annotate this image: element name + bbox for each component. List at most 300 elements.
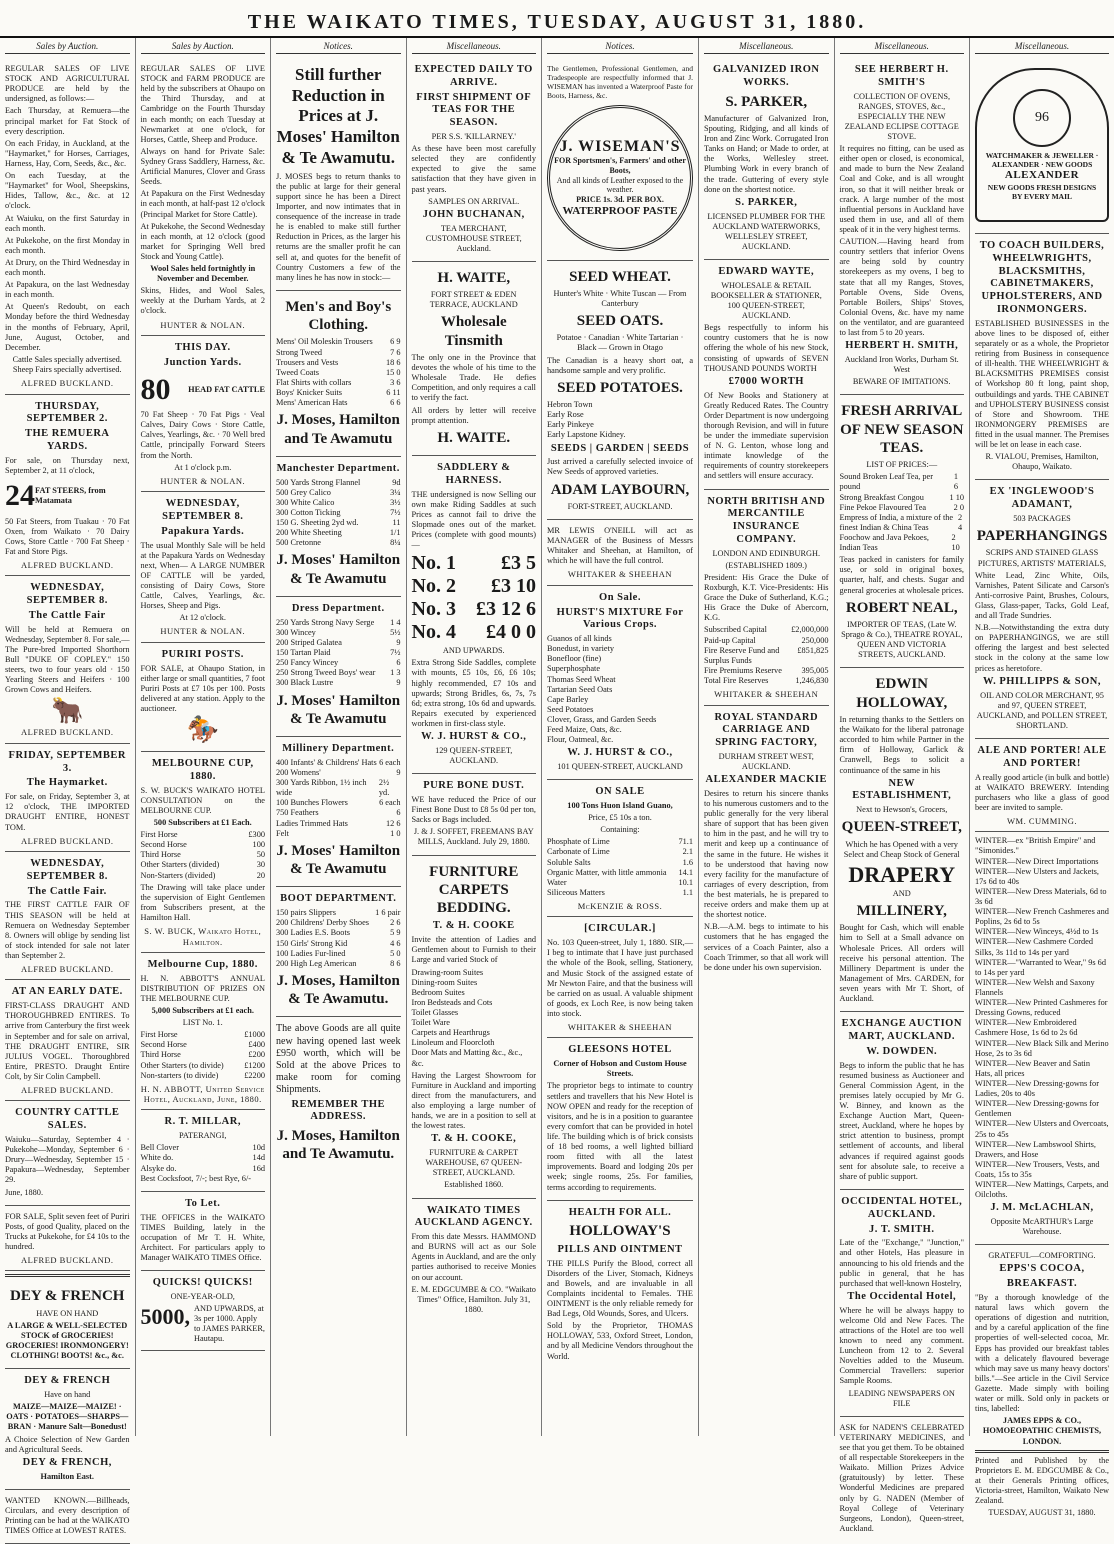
ad-big-number: 5000, xyxy=(140,1304,190,1330)
signature: ROBERT NEAL, xyxy=(845,599,958,616)
ale-porter-ad xyxy=(975,739,1109,832)
item-label: Felt xyxy=(276,828,289,838)
column-heading: Miscellaneous. xyxy=(704,41,829,54)
signature: HUNTER & NOLAN. xyxy=(160,475,246,486)
ad-heading: Junction Yards. xyxy=(163,356,242,368)
signature: W. PHILLIPPS & SON, xyxy=(983,675,1101,687)
item-value: 4 6 xyxy=(390,938,401,948)
ad-text: The Gentlemen, Professional Gentlemen, and Tradespeople are respectfully informed that J. WISEMAN has invented a Waterproof Paste for Boots, Harness, &c. xyxy=(547,63,693,101)
ad-heading: SADDLERY & HARNESS. xyxy=(437,462,511,486)
ad-heading: The Occidental Hotel, xyxy=(847,1290,957,1302)
item-value: 18 6 xyxy=(385,357,401,367)
list-item: Bonefloor (fine) xyxy=(547,654,602,664)
ad-heading: To Let. xyxy=(185,1197,221,1209)
moses-reduction-ad xyxy=(276,58,401,291)
ad-text: At Papakura, on the last Wednesday in each month. xyxy=(5,280,130,300)
item-value: 2 4 xyxy=(958,512,963,532)
price-row xyxy=(276,618,401,628)
clock-emblem xyxy=(975,68,1109,222)
saddlery-ad xyxy=(412,456,537,774)
column-8 xyxy=(970,38,1114,1518)
item-value: 6 11 xyxy=(386,387,401,397)
ad-text: OIL AND COLOR MERCHANT, 95 and 97, QUEEN STREET, AUCKLAND, and POLLEN STREET, SHORTLAND. xyxy=(976,690,1108,730)
list-item: WINTER—New Black Silk and Merino Hose, 2s to 3s 6d xyxy=(975,1038,1109,1058)
item-value: 6 each xyxy=(379,798,401,808)
ad-heading: ON SALE xyxy=(595,786,645,798)
ad-heading: FURNITURE CARPETS BEDDING. xyxy=(429,863,519,917)
column-heading: Notices. xyxy=(547,41,693,54)
potato-list xyxy=(547,400,693,440)
moses-dress-ad xyxy=(276,597,401,737)
item-value: 3¼ xyxy=(390,487,401,497)
quicks-ad xyxy=(141,1271,266,1350)
ad-heading: DEY & FRENCH xyxy=(10,1288,125,1305)
ad-text: DURHAM STREET WEST, AUCKLAND. xyxy=(718,751,814,771)
ad-text: Corner of Hobson and Custom House Streets. xyxy=(553,1059,687,1079)
signature: H. WAITE. xyxy=(437,429,511,446)
wanted-known-ad xyxy=(5,1490,130,1544)
ad-text: Just arrived a carefully selected invoice of New Seeds of approved varieties. xyxy=(547,457,693,477)
item-label: 250 Yards Strong Navy Serge xyxy=(276,617,375,627)
royal-carriage-ad xyxy=(704,706,829,980)
item-label: 150 pairs Slippers xyxy=(276,908,336,918)
ad-heading: J. T. SMITH. xyxy=(869,1223,935,1235)
price-row xyxy=(276,819,401,829)
ad-text: LICENSED PLUMBER FOR THE AUCKLAND WATERWORKS, WELLESLEY STREET, AUCKLAND. xyxy=(707,211,826,251)
list-item: Door Mats and Matting &c., &c., &c. xyxy=(411,1048,523,1068)
ad-text: Established 1860. xyxy=(444,1180,504,1190)
price-row xyxy=(276,518,401,528)
item-value: 2.1 xyxy=(682,847,693,857)
capital-row xyxy=(704,636,829,646)
ad-heading: SEED WHEAT. xyxy=(569,268,671,285)
signature: W. J. HURST & CO., xyxy=(567,747,673,759)
prize-row xyxy=(141,1061,266,1071)
list-item: WINTER—New Beaver and Satin Hats, all prices xyxy=(975,1058,1090,1078)
price-list xyxy=(276,337,401,408)
item-label: Sound Broken Leaf Tea, per pound xyxy=(839,472,933,492)
list-item: WINTER—New Dress Materials, 6d to 3s 6d xyxy=(975,886,1107,906)
buchanan-teas-ad xyxy=(412,58,537,262)
list-item: Carpets and Hearthrugs xyxy=(411,1028,490,1038)
ad-text: Where he will be always happy to welcome Old and New Faces. The attractions of the Hotel are too well known to need any comment. Luncheon from 12 to 2. Several Novelties added to the Museum. Commercial Travellers: superior Sample Rooms. xyxy=(839,1305,964,1386)
price-row xyxy=(276,498,401,508)
ad-heading: EXPECTED DAILY TO ARRIVE. xyxy=(414,63,533,88)
ad-text: Begs respectfully to inform his country customers that he is now offering the whole of his new Stock, consisting of upwards of SEVEN THOUSAND POUNDS WORTH xyxy=(704,323,829,373)
neal-teas-ad xyxy=(840,395,965,668)
column-heading: Miscellaneous. xyxy=(840,41,965,54)
item-value: £3 12 6 xyxy=(476,598,536,621)
column-5 xyxy=(542,38,699,1436)
puriri-posts-ad xyxy=(5,1206,130,1272)
ad-text: In returning thanks to the Settlers on the Waikato for the liberal patronage accorded to him while Partner in the firm of Holloway, Garlick & Cranwell, Begs to solicit a continuance of the same in his xyxy=(839,714,964,775)
clock-number: 96 xyxy=(1035,110,1049,126)
ad-text: For sale, on Friday, September 3, at 12 o'clock, THE IMPORTED DRAUGHT ENTIRE, HONEST TOM. xyxy=(5,792,130,832)
ad-date: WEDNESDAY, SEPTEMBER 8. xyxy=(26,858,108,882)
dowden-auction-ad xyxy=(840,1012,965,1190)
item-label: Boys' Knicker Suits xyxy=(276,387,343,397)
ad-text: AND UPWARDS, at 3s per 1000. Apply to JAMES PARKER, Hautapu. xyxy=(194,1304,265,1344)
item-label: 750 Feathers xyxy=(276,808,319,818)
item-value: 7½ xyxy=(390,507,401,517)
ad-text: White Lead, Zinc White, Oils, Varnishes, Patent Silicate and Carson's Anti-corrosive Paint, Brushes, Colours, Glass, Glass-paper, Tacks, Gold Leaf, and all Trade Sundries. xyxy=(975,570,1109,621)
wiseman-paste-ad xyxy=(547,58,693,261)
item-value: £1200 xyxy=(244,1060,265,1070)
seal-brand: J. WISEMAN'S xyxy=(559,137,681,155)
ad-heading: GLEESONS HOTEL xyxy=(568,1044,672,1056)
item-value: 9 xyxy=(396,678,401,688)
smith-stoves-ad xyxy=(840,58,965,395)
ad-heading: QUICKS! QUICKS! xyxy=(152,1277,253,1289)
signature: WM. CUMMING. xyxy=(1007,815,1077,826)
list-item: WINTER—New French Cashmeres and Poplins, 2s 6d to 5s xyxy=(975,907,1109,927)
ad-heading: Papakura Yards. xyxy=(161,525,245,537)
ad-text: PATERANGI, xyxy=(179,1131,227,1141)
price-row xyxy=(276,678,401,688)
masthead-title: THE WAIKATO TIMES, TUESDAY, AUGUST 31, 1880. xyxy=(247,11,867,33)
item-value: 10.1 xyxy=(678,877,693,887)
ad-text: Late of the "Exchange," "Junction," and other Hotels, Has pleasure in announcing to his old friends and the public in general, that he has purchased that well-known Hostelry, xyxy=(839,1238,964,1288)
item-value: 395,005 xyxy=(801,665,829,675)
item-label: No. 1 xyxy=(411,552,456,575)
list-item: WINTER—New Printed Cashmeres for Dressing Gowns, reduced xyxy=(975,998,1108,1018)
item-value: 9 xyxy=(396,637,401,647)
holloway-drapery-ad xyxy=(840,668,965,1012)
signature: ALFRED BUCKLAND. xyxy=(20,1255,114,1266)
price-row xyxy=(840,513,965,533)
ad-text: GRATEFUL—COMFORTING. xyxy=(988,1251,1096,1261)
millar-seeds-ad xyxy=(141,1110,266,1191)
ad-text: AND UPWARDS. xyxy=(442,646,505,656)
item-value: 15 0 xyxy=(385,367,401,377)
ad-text: H. N. ABBOTT'S ANNUAL DISTRIBUTION OF PRIZES ON THE MELBOURNE CUP. xyxy=(140,973,265,1003)
signature: J. Moses' Hamilton & Te Awamutu xyxy=(276,842,401,878)
ad-text: FOR SALE, Split seven feet of Puriri Posts, of good Quality, placed on the Trucks at Pukekohe, for £4 10s to the hundred. xyxy=(5,1211,130,1252)
ad-heading: £7000 WORTH xyxy=(728,375,804,387)
ad-text: Next to Hewson's, Grocers, xyxy=(856,805,948,815)
ad-text: E. M. EDGCUMBE & CO. "Waikato Times" Office, Hamilton. July 31, 1880. xyxy=(411,1284,536,1314)
list-item: Early Pinkeye xyxy=(547,420,594,430)
list-item: WINTER—New Dressing-gowns for Gentlemen xyxy=(975,1099,1099,1119)
item-label: 500 Grey Calico xyxy=(276,487,331,497)
ad-text: FURNITURE & CARPET WAREHOUSE, 67 QUEEN-STREET, AUCKLAND. xyxy=(425,1148,523,1178)
item-label: Foochow and Java Pekoes, Indian Teas xyxy=(839,532,929,553)
ad-text: Each Thursday, at Remuera—the principal market for Fat Stock of every description. xyxy=(5,106,130,136)
imprint-text: Printed and Published by the Proprietors E. M. EDGCUMBE & Co., at their Generals Printing offices, Victoria-street, Hamilton, Waikato New Zealand. xyxy=(975,1455,1109,1506)
item-label: 300 Ladies E.S. Boots xyxy=(276,928,350,938)
item-label: 300 Yards Ribbon, 1½ inch wide xyxy=(276,778,367,798)
list-item: Hebron Town xyxy=(547,400,593,410)
price-row xyxy=(276,388,401,398)
item-value: 9d xyxy=(392,477,401,487)
dey-french-ad xyxy=(5,1280,130,1369)
ad-text: JAMES EPPS & CO., HOMOEOPATHIC CHEMISTS, LONDON. xyxy=(982,1416,1102,1446)
price-row xyxy=(276,808,401,818)
item-label: Alsyke do. xyxy=(140,1163,177,1173)
ad-text: R. VIALOU, Premises, Hamilton, Ohaupo, Waikato. xyxy=(985,452,1099,472)
list-item: Drawing-room Suites xyxy=(411,967,484,977)
clock-dial-icon xyxy=(1013,89,1071,147)
price-row xyxy=(276,358,401,368)
item-value: 1 6 xyxy=(953,472,958,492)
price-row xyxy=(276,829,401,839)
item-label: Third Horse xyxy=(140,1050,181,1060)
list-item: WINTER—New Embroidered Cashmere Hose, 1s 6d to 2s 6d xyxy=(975,1018,1078,1038)
papakura-yards-ad xyxy=(141,492,266,643)
horse-race-icon: 🏇 xyxy=(186,715,219,745)
list-item: Guanos of all kinds xyxy=(547,634,612,644)
item-value: £400 xyxy=(248,1040,265,1050)
ad-big-number: 24 xyxy=(5,478,35,512)
remuera-yards-ad xyxy=(5,395,130,577)
ad-text: FAT STEERS, from Matamata xyxy=(35,486,106,506)
ad-heading: HEALTH FOR ALL. xyxy=(568,1206,672,1218)
item-value: £2200 xyxy=(244,1070,265,1080)
seal-text: FOR Sportsmen's, Farmers' and other Boots, xyxy=(554,156,686,175)
list-item: Superphosphate xyxy=(547,664,600,674)
ad-text: The Canadian is a heavy short oat, a handsome sample and very prolific. xyxy=(547,355,693,375)
ad-text: FOR SALE, at Ohaupo Station, in either large or small quantities, 7 foot Puriri Posts at £7 10s per 100. Posts delivered at any station. Apply to the auctioneer. xyxy=(140,663,265,714)
ad-text: Always on hand for Private Sale: Sydney Grass Saddlery, Harness, &c. Artificial Manures, Clover and Grass Seeds. xyxy=(140,146,265,187)
ad-text: It requires no fitting, can be used as either open or closed, is economical, and made to burn the New Zealand Coal and Coke, and is all wrought iron, so that it will neither break or crack. A large number of the most influential persons in Auckland have used them in use, and all of them speak of it in the very highest terms. xyxy=(839,144,964,234)
ad-heading: SEED POTATOES. xyxy=(557,379,683,396)
list-item: WINTER—New Ulsters and Jackets, 17s 6d to 40s xyxy=(975,866,1099,886)
ad-heading: SEE HERBERT H. SMITH'S xyxy=(854,63,949,88)
ad-text: Extra Strong Side Saddles, complete with mounts, £5 10s, £6, £6 10s; highly recommended, £7 10s and upwards; Strong Bridles, 6s, 7s, 7s 6d; extra strong, 10s 6d and upwards. Repairs executed by experienced workmen in first-class style. xyxy=(411,658,536,729)
ad-text: LONDON AND EDINBURGH. xyxy=(712,548,821,558)
puriri-posts-ad xyxy=(141,643,266,752)
item-value: 6 xyxy=(396,808,401,818)
ad-date: THIS DAY. xyxy=(174,341,231,353)
ad-text: Of New Books and Stationery at Greatly Reduced Rates. The Country Order Department is now undergoing thorough Revision, and will in future be under the immediate supervision of N. G. Lenton, whose long and intimate knowledge of the requirements of country storekeepers and settlers will ensure accuracy. xyxy=(704,390,829,481)
ad-text: At 1 o'clock p.m. xyxy=(174,462,232,472)
ad-heading: TO COACH BUILDERS, WHEELWRIGHTS, BLACKSMITHS, CABINETMAKERS, UPHOLSTERERS, AND IRONMONGERS. xyxy=(979,239,1105,315)
price-row xyxy=(276,778,401,798)
imprint-date: TUESDAY, AUGUST 31, 1880. xyxy=(988,1508,1096,1518)
item-label: Subscribed Capital xyxy=(704,625,767,635)
ad-text: 129 QUEEN-STREET, AUCKLAND. xyxy=(435,745,513,766)
ad-heading: EX 'INGLEWOOD'S ADAMANT, xyxy=(989,486,1095,511)
signature: WHITAKER & SHEEHAN xyxy=(567,569,673,580)
list-item: WINTER—New Lambswool Shirts, Drawers, and Hose xyxy=(975,1139,1096,1159)
item-label: 250 Strong Tweed Boys' wear xyxy=(276,668,376,678)
ad-text: S. W. BUCK'S WAIKATO HOTEL CONSULTATION on the MELBOURNE CUP. xyxy=(140,785,265,815)
buck-consultation-ad xyxy=(141,752,266,953)
item-value: 6 xyxy=(396,658,401,668)
ad-text: Potatoe · Canadian · White Tartarian · Black — Grown in Otago xyxy=(556,333,684,353)
list-item: Thomas Seed Wheat xyxy=(547,674,616,684)
item-value: 2 10 xyxy=(951,532,960,553)
bull-icon: 🐂 xyxy=(51,696,84,726)
ad-text: At Pukekohe, the Second Wednesday in each month, at 12 o'clock (good market for Springing Well bred Stock and Young Cattle). xyxy=(140,221,265,261)
ad-heading: WAIKATO TIMES AUCKLAND AGENCY. xyxy=(414,1204,533,1229)
list-item: Flour, Oatmeal, &c. xyxy=(547,735,614,745)
ad-text: TEA MERCHANT, CUSTOMHOUSE STREET, Auckland. xyxy=(425,223,522,253)
item-value: 5½ xyxy=(390,627,401,637)
ad-text: WANTED KNOWN.—Billheads, Circulars, and every description of Printing can be had at the WAIKATO TIMES Office at LOWEST RATES. xyxy=(5,1495,130,1536)
ad-text: No. 103 Queen-street, July 1, 1880. SIR,—I beg to intimate that I have just purchased the whole of the Book, selling, Stationery, and Music Stock of the assigned estate of Mr Newton Faire, and that the business will be carried on as usual. A valuable shipment of goods, ex Loch Ree, is now being taken into stock. xyxy=(547,938,693,1018)
country-sales-ad xyxy=(5,1101,130,1205)
ad-text: SCRIPS AND STAINED GLASS PICTURES, ARTISTS' MATERIALS, xyxy=(977,548,1107,568)
list-item: Feed Maize, Oats, &c. xyxy=(547,725,622,735)
item-label: 200 Womens' xyxy=(276,768,321,778)
item-label: Flat Shirts with collars xyxy=(276,377,352,387)
ad-text: Invite the attention of Ladies and Gentlemen about to Furnish to their Large and varied Stock of xyxy=(411,935,536,965)
winter-goods-ad xyxy=(975,832,1109,1245)
signature: ALFRED BUCKLAND. xyxy=(20,835,114,846)
occidental-hotel-ad xyxy=(840,1190,965,1417)
price-list xyxy=(276,908,401,969)
prize-row xyxy=(141,850,266,860)
item-value: £3 10 xyxy=(491,575,536,598)
price-row xyxy=(141,1164,266,1174)
ad-heading: OCCIDENTAL HOTEL, AUCKLAND. xyxy=(841,1195,963,1220)
item-value: 14.1 xyxy=(678,867,693,877)
ad-heading: FRESH ARRIVAL OF NEW SEASON TEAS. xyxy=(840,403,964,456)
ad-text: FIRST-CLASS DRAUGHT AND THOROUGHBRED ENTIRES. To arrive from Canterbury the first week in September and for sale on arrival, THE DRAUGHT ENTIRE, SIR JULIUS VOGEL. Thoroughbred Entire, PRESTO. Draught Entire Colt, by Sir Colin Campbell. xyxy=(5,1001,130,1081)
item-label: First Horse xyxy=(140,1030,178,1040)
ad-text: ASK for NADEN'S CELEBRATED VETERINARY MEDICINES, and see that you get them. To be obtained of all respectable Storekeepers in the Waikato. Million Prizes Advice (gratuitously) by letter. These Wonderful Medicines are prepared only by G. NADEN (Member of Royal College of Veterinary Surgeons, London), Queen-street, Auckland. xyxy=(839,1422,964,1533)
list-item: Tartarian Seed Oats xyxy=(547,684,613,694)
item-value: 1 10 xyxy=(949,492,964,502)
list-item: WINTER—ex "British Empire" and "Simonides." xyxy=(975,836,1096,856)
ad-text: June, 1880. xyxy=(5,1187,44,1197)
ad-heading: BOOT DEPARTMENT. xyxy=(280,893,397,905)
ad-heading: GALVANIZED IRON WORKS. xyxy=(713,63,820,88)
ad-text: Bought for Cash, which will enable him to Sell at a Small advance on Wholesale Prices. All orders will receive his personal attention. The Millinery Department is under the Management of Mrs. CARDEN, for seven years with Mr T. Short, of Auckland. xyxy=(839,923,964,1004)
hunter-nolan-ad xyxy=(141,58,266,336)
price-list xyxy=(276,618,401,689)
price-row xyxy=(141,1153,266,1163)
item-label: 300 Black Lustre xyxy=(276,678,334,688)
ad-heading: Still further Reduction in Prices at J. Moses' Hamilton & Te Awamutu. xyxy=(276,64,400,167)
column-6 xyxy=(699,38,835,1436)
signature: J. Moses' Hamilton & Te Awamutu xyxy=(276,692,401,727)
ad-heading: PILLS AND OINTMENT xyxy=(557,1243,683,1255)
signature: ALFRED BUCKLAND. xyxy=(20,1085,114,1096)
ad-heading: MELBOURNE CUP, 1880. xyxy=(151,758,254,782)
item-label: 200 Childrens' Derby Shoes xyxy=(276,918,369,928)
ad-text: On each Tuesday, at the "Haymarket" for Wool, Sheepskins, Hides, Tallow, &c., &c. at 12 o'clock. xyxy=(5,171,130,211)
bone-dust-ad xyxy=(412,774,537,855)
item-value: 7 6 xyxy=(390,347,401,357)
price-row xyxy=(276,508,401,518)
saddle-row xyxy=(412,598,537,621)
analysis-row xyxy=(547,878,693,888)
ad-text: At Queen's Redoubt, on each Monday before the third Wednesday in the months of February, April, June, August, October, and December. xyxy=(5,302,130,352)
signature: ALFRED BUCKLAND. xyxy=(20,727,114,738)
item-label: 300 Cotton Ticking xyxy=(276,507,341,517)
item-value: 3 6 xyxy=(390,377,401,387)
item-value: 11 xyxy=(392,518,401,528)
signature: J. Moses, Hamilton and Te Awamutu. xyxy=(276,1128,400,1163)
list-item: Toilet Glasses xyxy=(411,1007,459,1017)
ad-heading: Wholesale Tinsmith xyxy=(440,314,507,349)
item-label: Best Cocksfoot, 7/-; best Rye, 6/- xyxy=(140,1173,252,1183)
saddle-row xyxy=(412,575,537,598)
ad-heading: ALE AND PORTER! ALE AND PORTER! xyxy=(977,744,1107,769)
price-row xyxy=(141,1143,266,1153)
ad-text: HEAD FAT CATTLE xyxy=(188,384,265,394)
ad-text: 100 Tons Huon Island Guano, xyxy=(567,801,673,811)
ad-text: At Papakura on the First Wednesday in each month, at half-past 12 o'clock (Principal Market for Store Cattle). xyxy=(140,189,265,219)
list-item: WINTER—New Winceys, 4½d to 1s xyxy=(975,927,1099,937)
item-value: 9 xyxy=(396,768,401,778)
prize-row xyxy=(141,830,266,840)
ad-heading: Manchester Department. xyxy=(276,462,400,474)
item-label: Mens' Oil Moleskin Trousers xyxy=(276,337,373,347)
ad-big-number: 80 xyxy=(140,372,171,406)
alexander-watchmaker-ad xyxy=(975,58,1109,234)
price-row xyxy=(276,638,401,648)
ad-heading: DRAPERY xyxy=(848,861,956,887)
ad-heading: The Cattle Fair. xyxy=(27,885,107,897)
capital-row xyxy=(704,676,829,686)
item-label: 100 Ladies Fur-lined xyxy=(276,948,346,958)
price-row xyxy=(276,348,401,358)
ad-heading: REMEMBER THE ADDRESS. xyxy=(291,1098,386,1123)
ad-text: LEADING NEWSPAPERS ON FILE xyxy=(848,1388,955,1408)
item-label: Fine Pekoe Flavoured Tea xyxy=(839,502,927,512)
ad-text: Hunter's White · White Tuscan — From Canterbury xyxy=(553,288,687,308)
moses-clothing-ad xyxy=(276,291,401,457)
item-value: 8¼ xyxy=(390,538,401,548)
divider xyxy=(975,1450,1109,1453)
ad-text: Begs to inform the public that he has resumed business as Auctioneer and General Commission Agent, in the premises lately occupied by Mr G. W. Binney, and known as the Exchange Auction Mart, Queen-street, Auckland, where he hopes by strict attention to business, prompt settlement of accounts, and liberal advances if required against goods sent for absolute sale, to receive a share of public support. xyxy=(839,1060,964,1181)
coach-builders-ad xyxy=(975,234,1109,480)
signature: S. W. BUCK, Waikato Hotel, Hamilton. xyxy=(144,926,262,947)
ad-text: Cattle Sales specially advertised. Sheep Fairs specially advertised. xyxy=(12,354,122,375)
item-label: 150 G. Sheeting 2yd wd. xyxy=(276,518,359,528)
price-row xyxy=(141,1174,266,1184)
cattle-fair-ad xyxy=(5,576,130,744)
price-row xyxy=(276,538,401,548)
price-row xyxy=(276,528,401,538)
list-item: WINTER—New Dressing-gowns for Ladies, 20s to 40s xyxy=(975,1078,1099,1099)
ad-text: THE PILLS Purify the Blood, correct all Disorders of the Liver, Stomach, Kidneys and Bowels, and are invaluable in all Complaints incidental to Females. THE OINTMENT is the only reliable remedy for Bad Legs, Old Wounds, Sores, and Ulcers. xyxy=(547,1258,693,1319)
item-value: 2 6 xyxy=(390,918,401,928)
signature: S. PARKER, xyxy=(735,196,798,208)
oneill-manager-ad xyxy=(547,520,693,586)
divider xyxy=(5,1274,130,1277)
column-7 xyxy=(835,38,971,1533)
ad-text: Skins, Hides, and Wool Sales, weekly at the Durham Yards, at 2 o'clock. xyxy=(140,286,265,316)
saddle-row xyxy=(412,621,537,644)
signature: HUNTER & NOLAN. xyxy=(160,626,246,637)
item-value: 3½ xyxy=(390,497,401,507)
ad-text: LIST OF PRICES:— xyxy=(866,460,938,470)
price-row xyxy=(276,949,401,959)
ad-heading: Dress Department. xyxy=(291,602,385,614)
item-value: 2 0 xyxy=(953,502,964,512)
ad-text: REGULAR SALES OF LIVE STOCK and FARM PRODUCE are held by the subscribers at Ohaupo on the Third Thursday, and at Cambridge on the Fourth Thursday in each month; on each Tuesday at Newmarket at one o'clock, for Horses, Cattle, Sheep and Produce. xyxy=(140,63,265,144)
ad-text: MR LEWIS O'NEILL will act as MANAGER of the Business of Messrs Whitaker and Sheehan, at Hamilton, of which he will have the full control. xyxy=(547,525,693,566)
ad-text: N.B.—Notwithstanding the extra duty on PAPERHANGINGS, we are still offering the largest and best selected stock in the colony at the same low prices as heretofore. xyxy=(975,623,1109,673)
item-label: Total Fire Reserves xyxy=(704,676,769,686)
item-label: Soluble Salts xyxy=(547,857,591,867)
ad-heading: ALEXANDER MACKIE xyxy=(705,774,827,786)
item-value: 16d xyxy=(252,1163,265,1173)
ad-text: Which he has Opened with a very Select and Cheap Stock of General xyxy=(843,839,960,859)
column-heading: Miscellaneous. xyxy=(412,41,537,54)
waite-tinsmith-ad xyxy=(412,262,537,456)
item-value: 100 xyxy=(252,840,265,850)
ad-text: The Drawing will take place under the supervision of Eight Gentlemen from Subscribers present, at the Hamilton Hall. xyxy=(140,882,265,923)
ad-text: All orders by letter will receive prompt attention. xyxy=(411,405,536,425)
ad-heading: COUNTRY CATTLE SALES. xyxy=(15,1107,120,1132)
item-value: 250,000 xyxy=(801,635,829,645)
ad-text: HAVE ON HAND xyxy=(36,1308,99,1318)
